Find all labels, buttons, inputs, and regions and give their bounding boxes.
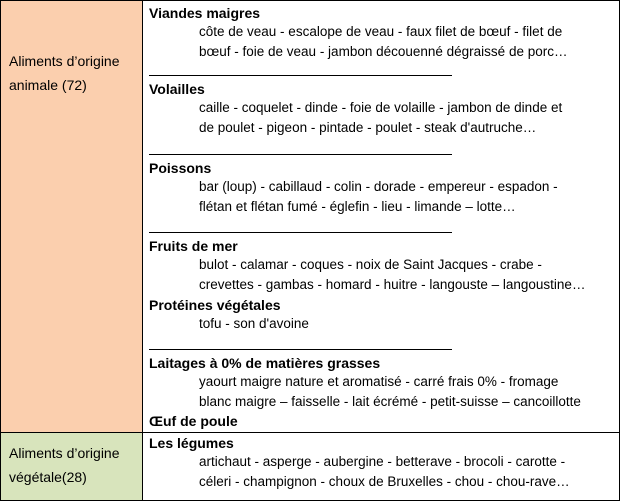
section-separator (149, 154, 452, 155)
section-separator (149, 232, 452, 233)
section-line-laitages-1: yaourt maigre nature et aromatisé - carré frais 0% - fromage (199, 374, 559, 389)
section-line-viandes-1: côte de veau - escalope de veau - faux filet de bœuf - filet de (199, 24, 563, 39)
section-title-fruits-de-mer: Fruits de mer (149, 238, 238, 254)
section-title-legumes: Les légumes (149, 435, 234, 451)
section-line-legumes-2: céleri - champignon - choux de Bruxelles - chou - chou-rave… (199, 474, 570, 489)
section-line-poissons-1: bar (loup) - cabillaud - colin - dorade - empereur - espadon - (199, 179, 558, 194)
section-title-poissons: Poissons (149, 160, 212, 176)
section-separator (149, 349, 452, 350)
section-line-proteines-vegetales-1: tofu - son d'avoine (199, 316, 309, 331)
section-line-laitages-2: blanc maigre – faisselle - lait écrémé - petit-suisse – cancoillotte (199, 394, 581, 409)
section-line-legumes-1: artichaut - asperge - aubergine - betterave - brocoli - carotte - (199, 454, 566, 469)
section-title-oeuf: Œuf de poule (149, 413, 238, 429)
section-title-volailles: Volailles (149, 81, 205, 97)
section-line-volailles-1: caille - coquelet - dinde - foie de volaille - jambon de dinde et (199, 100, 563, 115)
section-line-fruits-de-mer-1: bulot - calamar - coques - noix de Saint Jacques - crabe - (199, 257, 542, 272)
items-cell-animal (143, 1, 619, 432)
category-label-animal: Aliments d’origine animale (72) (9, 53, 120, 93)
section-line-fruits-de-mer-2: crevettes - gambas - homard - huitre - langouste – langoustine… (199, 277, 586, 292)
section-title-laitages: Laitages à 0% de matières grasses (149, 355, 381, 371)
section-line-volailles-2: de poulet - pigeon - pintade - poulet - steak d'autruche… (199, 120, 537, 135)
section-line-poissons-2: flétan et flétan fumé - églefin - lieu - limande – lotte… (199, 199, 516, 214)
items-cell-vegetal (143, 433, 619, 500)
category-label-vegetal: Aliments d’origine végétale(28) (9, 445, 120, 485)
category-cell-animal (1, 1, 143, 432)
section-line-viandes-2: bœuf - foie de veau - jambon découenné dégraissé de porc… (199, 44, 568, 59)
section-title-proteines-vegetales: Protéines végétales (149, 297, 281, 313)
category-cell-vegetal (1, 433, 143, 500)
section-title-viandes: Viandes maigres (149, 5, 261, 21)
section-separator (149, 75, 452, 76)
